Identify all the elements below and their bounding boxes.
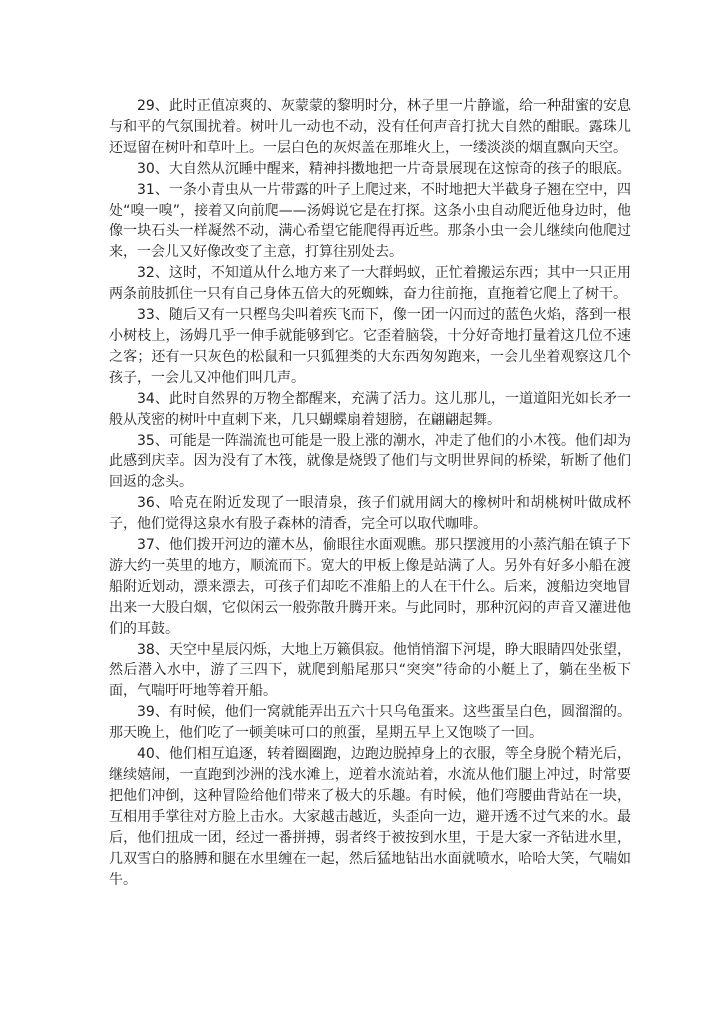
document-body bbox=[109, 96, 631, 890]
paragraph-39: 39、有时候，他们一窝就能弄出五六十只乌龟蛋来。这些蛋呈白色，圆溜溜的。那天晚上，他们吃了一顿美味可口的煎蛋，星期五早上又饱啖了一回。 bbox=[109, 704, 631, 742]
paragraph-40: 40、他们相互追逐，转着圈圈跑，边跑边脱掉身上的衣服，等全身脱个精光后，继续嬉闹，一直跑到沙洲的浅水滩上，逆着水流站着，水流从他们腿上冲过，时常要把他们冲倒，这种冒险给他们带来了极大的乐趣。有时候，他们弯腰曲背站在一块，互相用手掌往对方脸上击水。大家越击越近，头歪向一边，避开透不过气来的水。最后，他们扭成一团，经过一番拼搏，弱者终于被按到水里，于是大家一齐钻进水里，几双雪白的胳膊和腿在水里缠在一起，然后猛地钻出水面就喷水，哈哈大笑，气喘如牛。 bbox=[109, 746, 631, 888]
paragraph-34: 34、此时自然界的万物全都醒来，充满了活力。这儿那儿，一道道阳光如长矛一般从茂密的树叶中直刺下来，几只蝴蝶扇着翅膀，在翩翩起舞。 bbox=[109, 390, 631, 428]
paragraph-35: 35、可能是一阵湍流也可能是一股上涨的潮水，冲走了他们的小木筏。他们却为此感到庆幸。因为没有了木筏，就像是烧毁了他们与文明世界间的桥梁，斩断了他们回返的念头。 bbox=[109, 432, 631, 491]
paragraph-38: 38、天空中星辰闪烁，大地上万籁俱寂。他悄悄溜下河堤，睁大眼睛四处张望，然后潜入水中，游了三四下，就爬到船尾那只“突突”待命的小艇上了，躺在坐板下面，气喘吁吁地等着开船。 bbox=[109, 641, 631, 700]
paragraph-31: 31、一条小青虫从一片带露的叶子上爬过来，不时地把大半截身子翘在空中，四处“嗅一嗅”，接着又向前爬——汤姆说它是在打探。这条小虫自动爬近他身边时，他像一块石头一样凝然不动，满心希望它能爬得再近些。那条小虫一会儿继续向他爬过来，一会儿又好像改变了主意，打算往别处去。 bbox=[109, 181, 631, 261]
paragraph-30: 30、大自然从沉睡中醒来，精神抖擞地把一片奇景展现在这惊奇的孩子的眼底。 bbox=[137, 160, 631, 177]
paragraph-29: 29、此时正值凉爽的、灰蒙蒙的黎明时分，林子里一片静谧，给一种甜蜜的安息与和平的气氛围扰着。树叶儿一动也不动，没有任何声音打扰大自然的酣眠。露珠儿还逗留在树叶和草叶上。一层白色的灰烬盖在那堆火上，一缕淡淡的烟直飘向天空。 bbox=[109, 98, 631, 156]
paragraph-37: 37、他们拨开河边的灌木丛，偷眼往水面观瞧。那只摆渡用的小蒸汽船在镇子下游大约一英里的地方，顺流而下。宽大的甲板上像是站满了人。另外有好多小船在渡船附近划动，漂来漂去，可孩子们却吃不准船上的人在干什么。后来，渡船边突地冒出来一大股白烟，它似闲云一般弥散升腾开来。与此同时，那种沉闷的声音又灌进他们的耳鼓。 bbox=[109, 537, 631, 637]
paragraph-36: 36、哈克在附近发现了一眼清泉，孩子们就用阔大的橡树叶和胡桃树叶做成杯子，他们觉得这泉水有股子森林的清香，完全可以取代咖啡。 bbox=[109, 495, 631, 533]
paragraph-32: 32、这时，不知道从什么地方来了一大群蚂蚁，正忙着搬运东西；其中一只正用两条前肢抓住一只有自己身体五倍大的死蜘蛛，奋力往前拖，直拖着它爬上了树干。 bbox=[109, 265, 631, 303]
paragraph-33: 33、随后又有一只樫鸟尖叫着疾飞而下，像一团一闪而过的蓝色火焰，落到一根小树枝上，汤姆几乎一伸手就能够到它。它歪着脑袋，十分好奇地打量着这几位不速之客；还有一只灰色的松鼠和一只狐狸类的大东西匆匆跑来，一会儿坐着观察这几个孩子，一会儿又冲他们叫几声。 bbox=[109, 307, 631, 386]
